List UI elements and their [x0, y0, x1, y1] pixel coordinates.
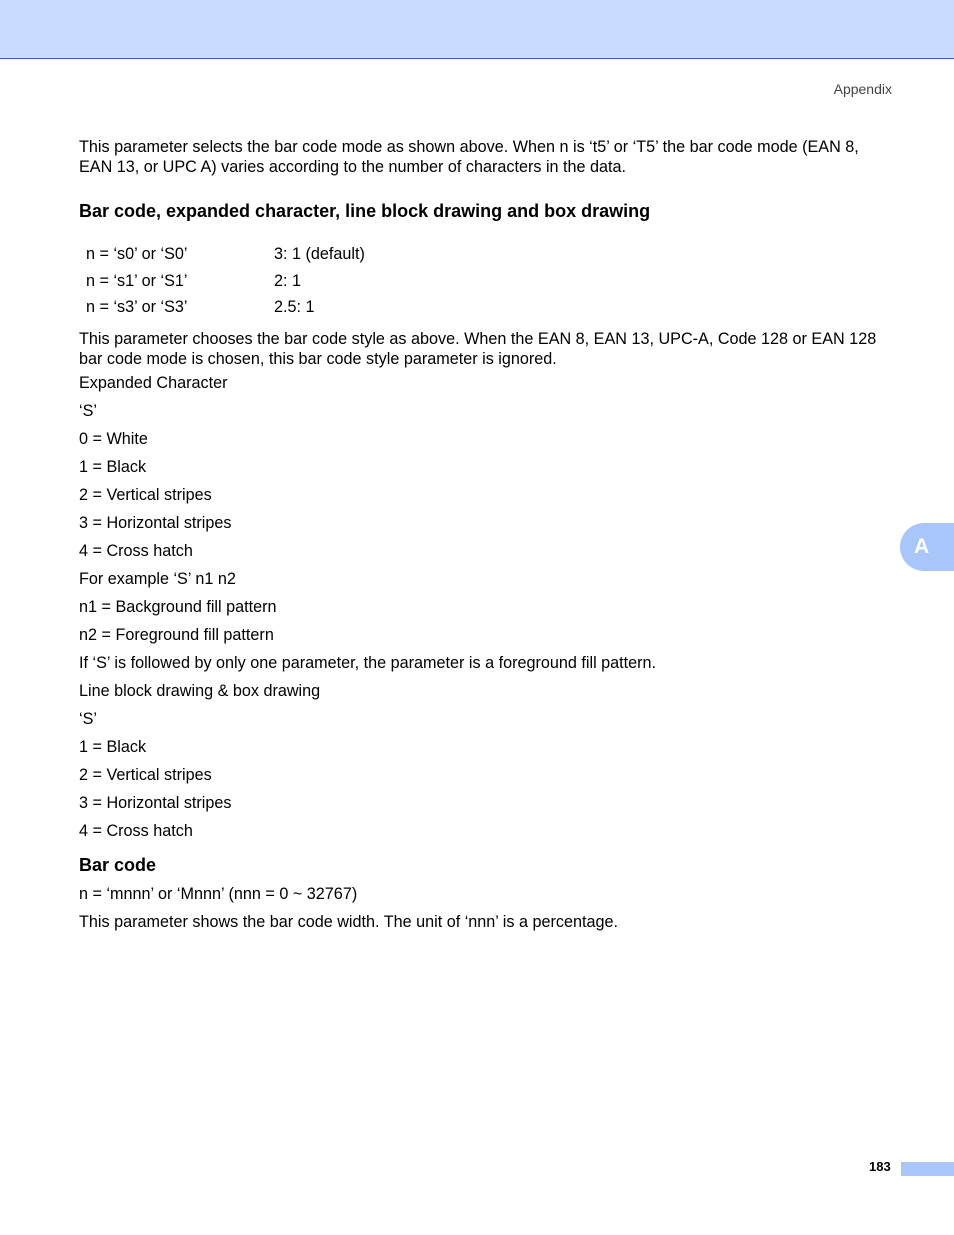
page-number-bar [901, 1162, 954, 1176]
param-key: n = ‘s0’ or ‘S0’ [86, 245, 188, 263]
table-row [86, 271, 891, 298]
list-item: n = ‘mnnn’ or ‘Mnnn’ (nnn = 0 ~ 32767) [79, 884, 358, 903]
barcode-width-list [79, 880, 891, 936]
list-item: This parameter shows the bar code width. The unit of ‘nnn’ is a percentage. [79, 912, 618, 931]
list-item: 1 = Black [79, 457, 147, 476]
section-label: Appendix [833, 81, 892, 97]
list-item: 2 = Vertical stripes [79, 485, 212, 504]
barcode-style-table [79, 244, 891, 324]
list-item: 3 = Horizontal stripes [79, 513, 232, 532]
list-item: 4 = Cross hatch [79, 541, 193, 560]
param-value: 2.5: 1 [274, 298, 315, 316]
list-item: ‘S’ [79, 709, 97, 728]
param-value: 3: 1 (default) [274, 245, 365, 263]
param-value: 2: 1 [274, 271, 302, 290]
list-item: If ‘S’ is followed by only one parameter, the parameter is a foreground fill pattern. [79, 653, 657, 672]
list-item: 1 = Black [79, 737, 147, 756]
param-key: n = ‘s1’ or ‘S1’ [86, 271, 188, 290]
list-item: 3 = Horizontal stripes [79, 793, 232, 812]
heading-barcode-style: Bar code, expanded character, line block drawing and box drawing [79, 201, 651, 221]
barcode-style-note: This parameter chooses the bar code style as above. When the EAN 8, EAN 13, UPC-A, Code 128 or EAN 128 bar code mode is chosen, this bar code style parameter is ignored. [79, 329, 877, 368]
table-row [86, 244, 891, 271]
list-item: n2 = Foreground fill pattern [79, 625, 274, 644]
list-item: 2 = Vertical stripes [79, 765, 212, 784]
heading-barcode: Bar code [79, 854, 157, 875]
list-item: Expanded Character [79, 373, 228, 392]
appendix-tab: A [900, 523, 954, 571]
list-item: ‘S’ [79, 401, 97, 420]
header-band [0, 0, 954, 59]
list-item: 4 = Cross hatch [79, 821, 193, 840]
line-block-list [79, 677, 891, 845]
table-row [86, 297, 891, 324]
list-item: n1 = Background fill pattern [79, 597, 277, 616]
main-content [79, 137, 891, 936]
intro-paragraph: This parameter selects the bar code mode as shown above. When n is ‘t5’ or ‘T5’ the bar code mode (EAN 8, EAN 13, or UPC A) varies according to the number of characters in the data. [79, 138, 859, 176]
param-key: n = ‘s3’ or ‘S3’ [86, 298, 188, 316]
page-number: 183 [869, 1159, 891, 1174]
list-item: 0 = White [79, 429, 148, 448]
list-item: Line block drawing & box drawing [79, 681, 321, 700]
list-item: For example ‘S’ n1 n2 [79, 569, 236, 588]
expanded-character-list [79, 369, 891, 677]
